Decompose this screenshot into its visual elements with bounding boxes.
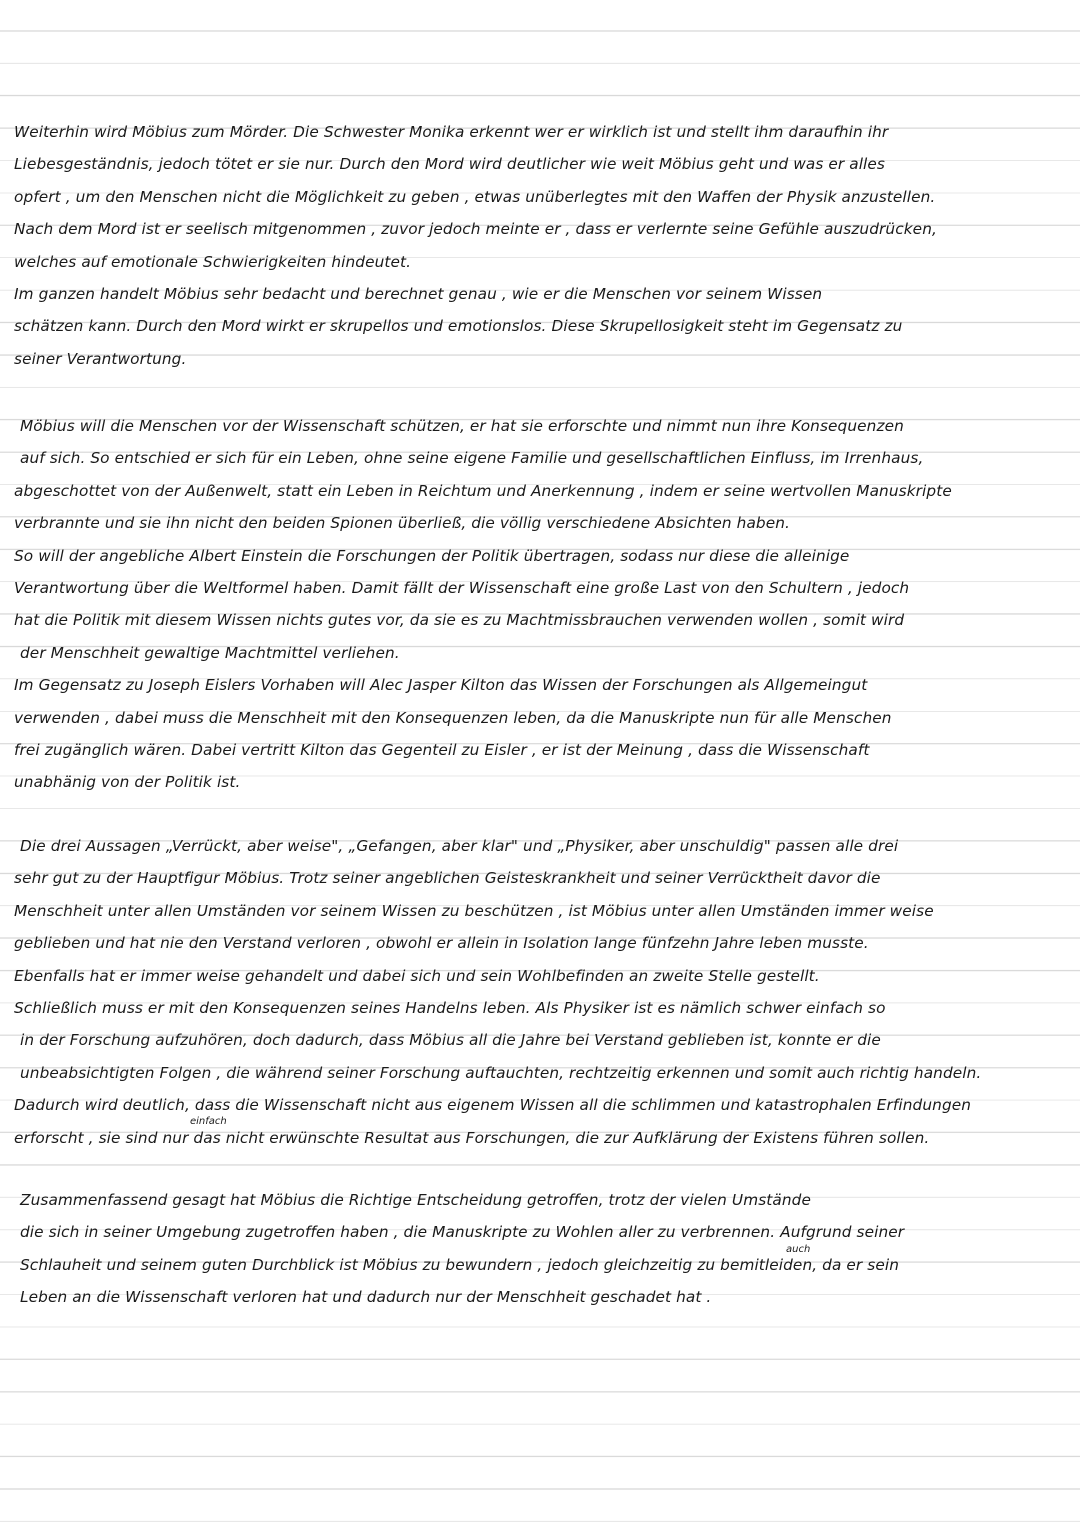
text-line: die sich in seiner Umgebung zugetroffen haben , die Manuskripte zu Wohlen aller zu verbrennen. Aufgrund seiner	[20, 1223, 905, 1242]
text-line: Weiterhin wird Möbius zum Mörder. Die Schwester Monika erkennt wer er wirklich ist und stellt ihm daraufhin ihr	[14, 123, 889, 141]
text-line: frei zugänglich wären. Dabei vertritt Kilton das Gegenteil zu Eisler , er ist der Meinung , dass die Wissenschaft	[14, 740, 870, 759]
text-line: seiner Verantwortung.	[14, 349, 187, 368]
text-line: der Menschheit gewaltige Machtmittel verliehen.	[20, 643, 400, 662]
text-line: verwenden , dabei muss die Menschheit mit den Konsequenzen leben, da die Manuskripte nun für alle Menschen	[14, 708, 892, 727]
text-line: Im Gegensatz zu Joseph Eislers Vorhaben will Alec Jasper Kilton das Wissen der Forschungen als Allgemeingut	[14, 676, 868, 695]
text-line: Schlauheit und seinem guten Durchblick ist Möbius zu bewundern , jedoch gleichzeitig zu bemitleiden, da er sein	[20, 1255, 899, 1274]
inserted-word: einfach	[190, 1116, 227, 1127]
text-line: schätzen kann. Durch den Mord wirkt er skrupellos und emotionslos. Diese Skrupellosigkeit steht im Gegensatz zu	[14, 317, 903, 336]
text-line: abgeschottet von der Außenwelt, statt ein Leben in Reichtum und Anerkennung , indem er seine wertvollen Manuskripte	[14, 481, 952, 500]
inserted-word: auch	[786, 1244, 811, 1255]
text-line: unbeabsichtigten Folgen , die während seiner Forschung auftauchten, rechtzeitig erkennen und somit auch richtig handeln.	[20, 1063, 982, 1082]
text-line: geblieben und hat nie den Verstand verloren , obwohl er allein in Isolation lange fünfzehn Jahre leben musste.	[14, 934, 869, 953]
text-line: Schließlich muss er mit den Konsequenzen seines Handelns leben. Als Physiker ist es nämlich schwer einfach so	[14, 998, 886, 1017]
text-line: sehr gut zu der Hauptfigur Möbius. Trotz seiner angeblichen Geisteskrankheit und seiner Verrücktheit davor die	[14, 869, 881, 888]
text-line: Liebesgeständnis, jedoch tötet er sie nur. Durch den Mord wird deutlicher wie weit Möbius geht und was er alles	[14, 155, 885, 174]
text-line: Die drei Aussagen „Verrückt, aber weise", „Gefangen, aber klar" und „Physiker, aber unschuldig" passen alle drei	[20, 837, 899, 855]
text-line: So will der angebliche Albert Einstein die Forschungen der Politik übertragen, sodass nur diese die alleinige	[14, 546, 850, 565]
text-line: Dadurch wird deutlich, dass die Wissenschaft nicht aus eigenem Wissen all die schlimmen und katastrophalen Erfindungen	[14, 1096, 972, 1115]
text-line: in der Forschung aufzuhören, doch dadurch, dass Möbius all die Jahre bei Verstand geblieben ist, konnte er die	[20, 1031, 881, 1050]
text-line: Zusammenfassend gesagt hat Möbius die Richtige Entscheidung getroffen, trotz der vielen Umstände	[20, 1191, 811, 1209]
text-line: hat die Politik mit diesem Wissen nichts gutes vor, da sie es zu Machtmissbrauchen verwenden wollen , somit wird	[14, 611, 905, 630]
text-line: welches auf emotionale Schwierigkeiten hindeutet.	[14, 252, 412, 271]
text-line: Im ganzen handelt Möbius sehr bedacht und berechnet genau , wie er die Menschen vor seinem Wissen	[14, 284, 823, 303]
text-line: Ebenfalls hat er immer weise gehandelt und dabei sich und sein Wohlbefinden an zweite Stelle gestellt.	[14, 966, 820, 985]
paragraph-1	[14, 116, 1064, 375]
text-line: auf sich. So entschied er sich für ein Leben, ohne seine eigene Familie und gesellschaftlichen Einfluss, im Irrenhaus,	[20, 449, 924, 468]
paragraph-2	[14, 410, 1064, 799]
text-line: Nach dem Mord ist er seelisch mitgenommen , zuvor jedoch meinte er , dass er verlernte seine Gefühle auszudrücken,	[14, 220, 937, 239]
text-line: opfert , um den Menschen nicht die Möglichkeit zu geben , etwas unüberlegtes mit den Waffen der Physik anzustellen.	[14, 187, 936, 206]
text-line: verbrannte und sie ihn nicht den beiden Spionen überließ, die völlig verschiedene Absichten haben.	[14, 514, 791, 533]
text-line: Möbius will die Menschen vor der Wissenschaft schützen, er hat sie erforschte und nimmt nun ihre Konsequenzen	[20, 417, 904, 435]
paragraph-3	[14, 830, 1064, 1154]
text-line: unabhänig von der Politik ist.	[14, 773, 241, 792]
paragraph-4	[14, 1184, 1064, 1314]
text-line: Menschheit unter allen Umständen vor seinem Wissen zu beschützen , ist Möbius unter allen Umständen immer weise	[14, 901, 934, 920]
text-line: Leben an die Wissenschaft verloren hat und dadurch nur der Menschheit geschadet hat .	[20, 1288, 712, 1307]
text-line: erforscht , sie sind nur das nicht erwünschte Resultat aus Forschungen, die zur Aufklärung der Existens führen sollen.	[14, 1128, 930, 1147]
text-line: Verantwortung über die Weltformel haben. Damit fällt der Wissenschaft eine große Last von den Schultern , jedoch	[14, 578, 910, 597]
